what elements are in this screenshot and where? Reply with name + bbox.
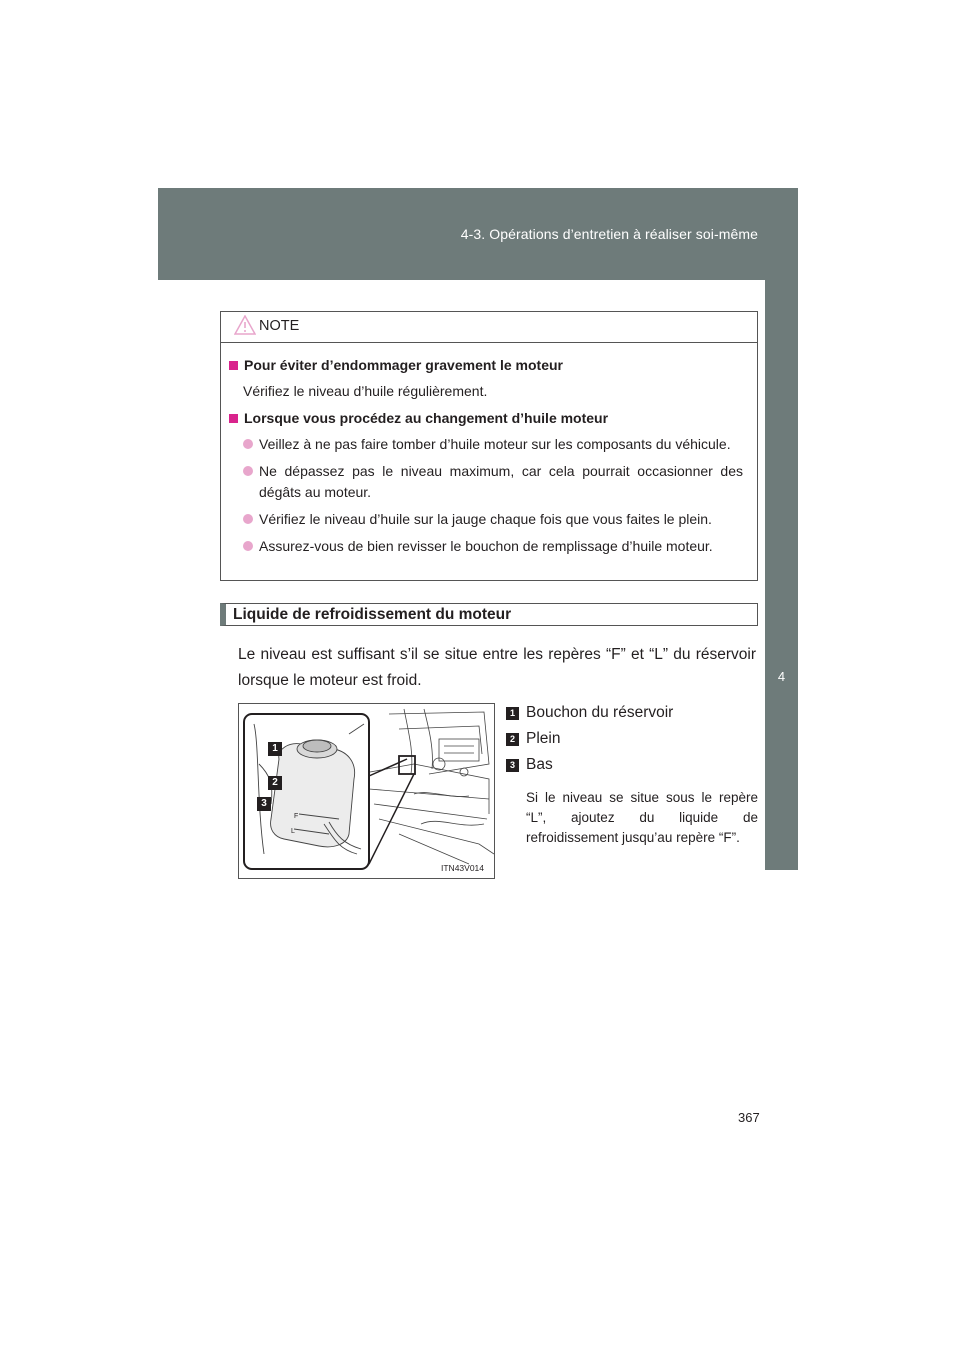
note-bullet: Assurez-vous de bien revisser le bouchon de remplissage d’huile moteur. xyxy=(229,536,743,557)
square-bullet-icon xyxy=(229,414,238,423)
legend-label: Bas xyxy=(526,756,553,773)
header-band xyxy=(158,188,798,280)
warning-icon xyxy=(234,315,256,335)
chapter-number: 4 xyxy=(777,669,786,684)
callout-1: 1 xyxy=(268,742,282,756)
square-bullet-icon xyxy=(229,361,238,370)
side-tab xyxy=(765,280,798,1062)
note-header xyxy=(221,312,757,343)
legend-item-full xyxy=(506,726,758,752)
section-intro: Le niveau est suffisant s’il se situe entre les repères “F” et “L” du réservoir lorsque le moteur est froid. xyxy=(238,646,756,689)
callout-3: 3 xyxy=(257,797,271,811)
note-box xyxy=(220,311,758,581)
legend-item-reservoir-cap xyxy=(506,700,758,726)
legend-note: Si le niveau se situe sous le repère “L”, ajoutez du liquide de refroidissement jusqu’au repère “F”. xyxy=(526,790,758,845)
circle-bullet-icon xyxy=(243,541,253,551)
note-heading-engine-damage: Pour éviter d’endommager gravement le moteur xyxy=(229,355,743,376)
circle-bullet-icon xyxy=(243,439,253,449)
legend-item-low xyxy=(506,752,758,778)
page-number: 367 xyxy=(738,1110,760,1125)
legend-number: 3 xyxy=(506,759,519,772)
section-title: Liquide de refroidissement du moteur xyxy=(220,603,758,626)
figure-legend xyxy=(506,700,758,848)
callout-2: 2 xyxy=(268,776,282,790)
legend-number: 2 xyxy=(506,733,519,746)
circle-bullet-icon xyxy=(243,514,253,524)
note-body xyxy=(221,343,757,557)
note-bullet: Vérifiez le niveau d’huile sur la jauge chaque fois que vous faites le plein. xyxy=(229,509,743,530)
note-bullet: Ne dépassez pas le niveau maximum, car cela pourrait occasionner des dégâts au moteur. xyxy=(229,461,743,503)
engine-illustration xyxy=(238,703,495,879)
legend-label: Plein xyxy=(526,730,561,747)
engine-bay-drawing xyxy=(239,704,495,879)
legend-label: Bouchon du réservoir xyxy=(526,704,674,721)
tank-mark-l: L xyxy=(291,828,295,835)
figure-code: ITN43V014 xyxy=(441,863,484,873)
note-label: NOTE xyxy=(259,318,300,334)
chapter-label: Entretien et nettoyage xyxy=(773,934,789,1062)
tank-mark-f: F xyxy=(294,813,299,820)
note-heading-oil-change: Lorsque vous procédez au changement d’huile moteur xyxy=(229,408,743,429)
circle-bullet-icon xyxy=(243,466,253,476)
chapter-title: 4-3. Opérations d’entretien à réaliser soi-même xyxy=(460,226,758,242)
note-bullet: Veillez à ne pas faire tomber d’huile moteur sur les composants du véhicule. xyxy=(229,434,743,455)
note-text: Vérifiez le niveau d’huile régulièrement. xyxy=(243,383,488,399)
legend-number: 1 xyxy=(506,707,519,720)
